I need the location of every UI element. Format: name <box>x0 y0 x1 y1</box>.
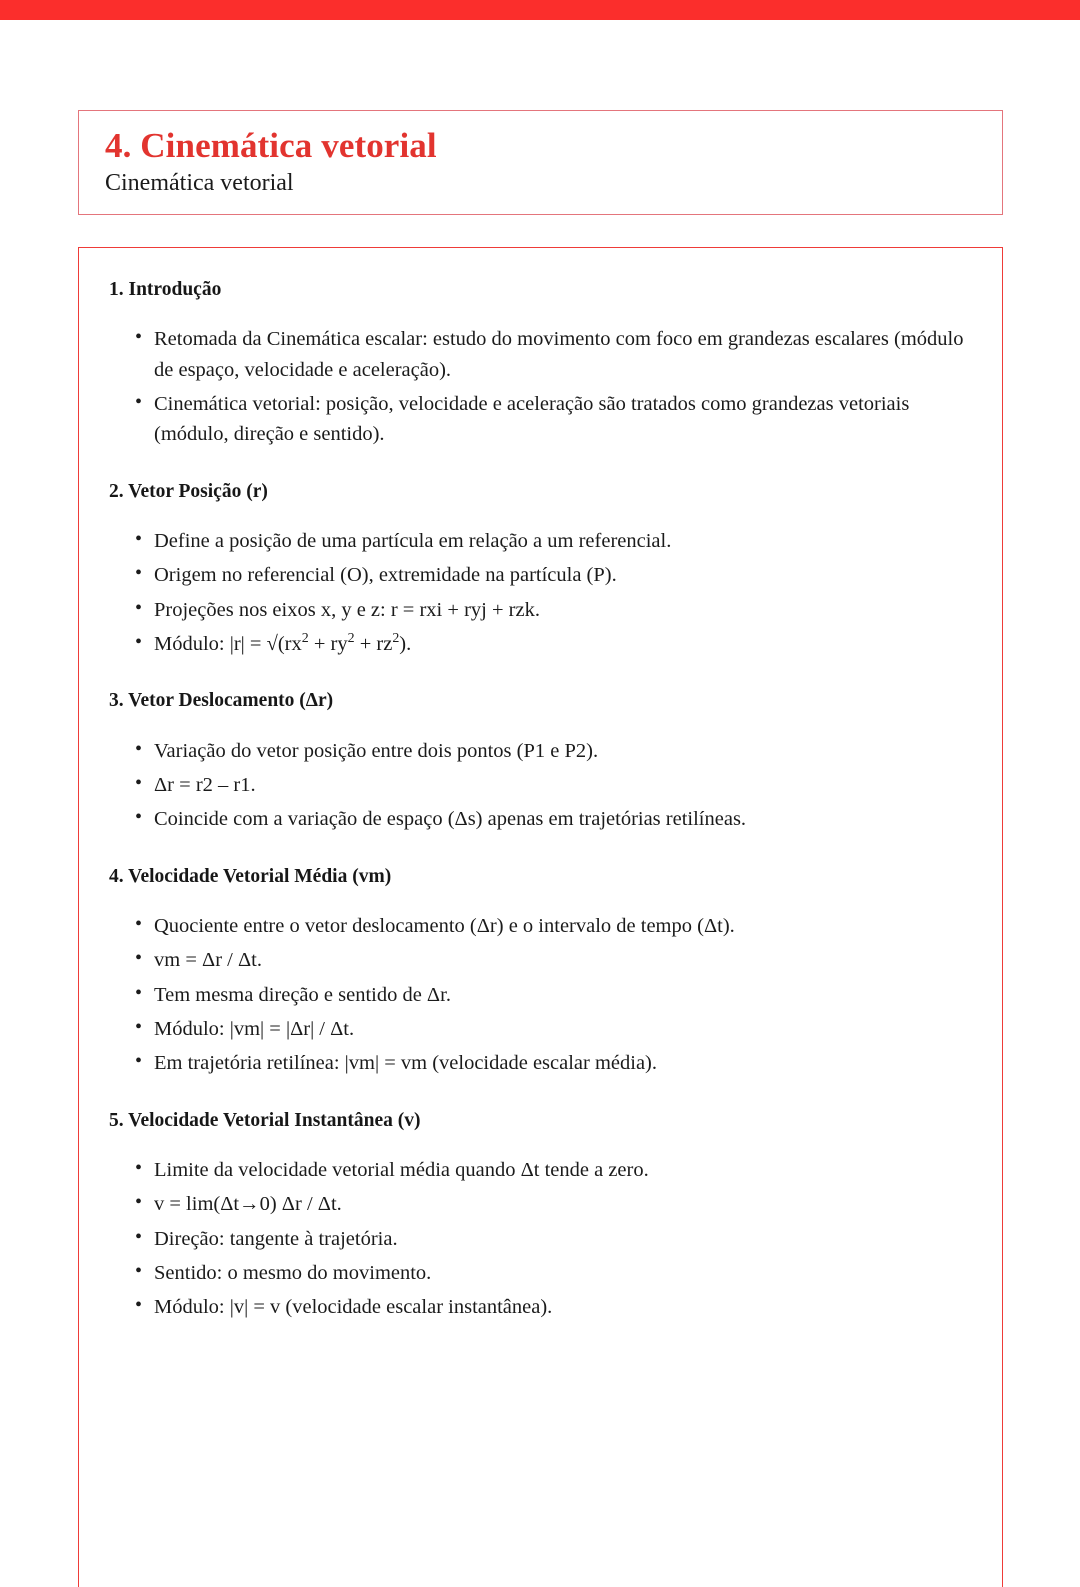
list-item: • Define a posição de uma partícula em relação a um referencial. <box>109 526 972 556</box>
list-item: • Projeções nos eixos x, y e z: r = rxi + ryj + rzk. <box>109 595 972 625</box>
section-introducao <box>109 278 972 450</box>
list-item: • vm = Δr / Δt. <box>109 945 972 975</box>
content-card <box>78 247 1003 1587</box>
list-item: • Δr = r2 – r1. <box>109 770 972 800</box>
section-heading: 1. Introdução <box>109 279 222 300</box>
list-item: • Sentido: o mesmo do movimento. <box>109 1258 972 1288</box>
bullet-list <box>109 736 972 835</box>
list-item: • Módulo: |v| = v (velocidade escalar instantânea). <box>109 1292 972 1322</box>
list-item: • Retomada da Cinemática escalar: estudo do movimento com foco em grandezas escalares (módulo de espaço, velocidade e aceleração). <box>109 324 972 385</box>
top-accent-band <box>0 0 1080 20</box>
section-heading: 2. Vetor Posição (r) <box>109 480 268 502</box>
bullet-list <box>109 1155 972 1323</box>
list-item: • Direção: tangente à trajetória. <box>109 1224 972 1254</box>
list-item: • Quociente entre o vetor deslocamento (Δr) e o intervalo de tempo (Δt). <box>109 911 972 941</box>
page-subtitle: Cinemática vetorial <box>105 169 294 196</box>
list-item: • Cinemática vetorial: posição, velocidade e aceleração são tratados como grandezas vetoriais (módulo, direção e sentido). <box>109 389 972 450</box>
list-item: • Módulo: |vm| = |Δr| / Δt. <box>109 1014 972 1044</box>
list-item: • Variação do vetor posição entre dois pontos (P1 e P2). <box>109 736 972 766</box>
bullet-list <box>109 324 972 449</box>
list-item: • Origem no referencial (O), extremidade na partícula (P). <box>109 560 972 590</box>
page-title: 4. Cinemática vetorial <box>105 126 437 165</box>
bullet-list <box>109 526 972 659</box>
section-velocidade-vetorial-instantanea <box>109 1109 972 1323</box>
section-velocidade-vetorial-media <box>109 865 972 1079</box>
section-vetor-deslocamento <box>109 689 972 834</box>
list-item: • Em trajetória retilínea: |vm| = vm (velocidade escalar média). <box>109 1048 972 1078</box>
list-item: • Limite da velocidade vetorial média quando Δt tende a zero. <box>109 1155 972 1185</box>
section-heading: 3. Vetor Deslocamento (Δr) <box>109 690 334 712</box>
list-item: • v = lim(Δt→0) Δr / Δt. <box>109 1189 972 1219</box>
section-vetor-posicao <box>109 480 972 660</box>
list-item: • Tem mesma direção e sentido de Δr. <box>109 980 972 1010</box>
list-item: • Módulo: $|r| = √(rx^2 + ry^2 + rz^2)$. <box>109 629 972 659</box>
title-card <box>78 110 1003 215</box>
bullet-list <box>109 911 972 1079</box>
section-heading: 5. Velocidade Vetorial Instantânea (v) <box>109 1109 421 1131</box>
list-item: • Coincide com a variação de espaço (Δs) apenas em trajetórias retilíneas. <box>109 804 972 834</box>
section-heading: 4. Velocidade Vetorial Média (vm) <box>109 865 392 887</box>
